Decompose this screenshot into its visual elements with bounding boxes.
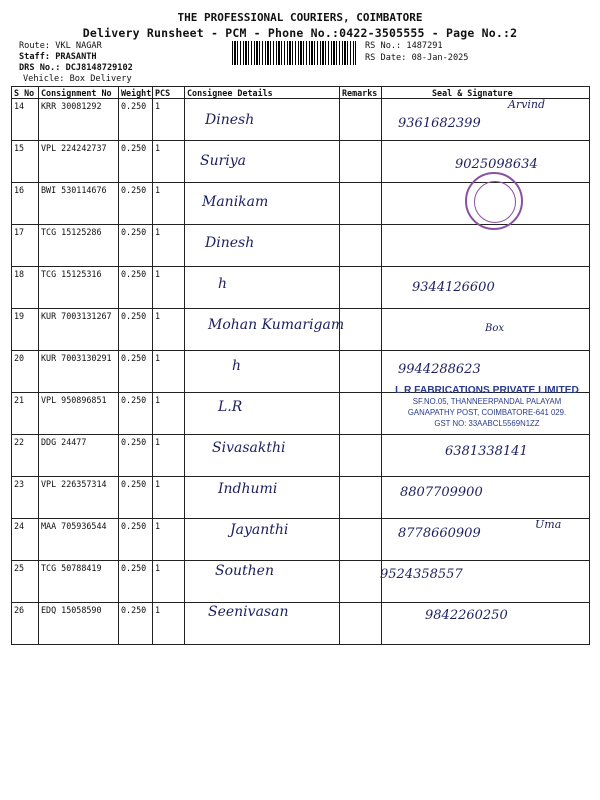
weight-cell: 0.250 [119, 267, 153, 309]
consignment-cell: VPL 226357314 [39, 477, 119, 519]
remarks-cell [340, 99, 382, 141]
handwritten-consignee: Sivasakthi [212, 440, 286, 456]
stamp-line: SF.NO.05, THANNEERPANDAL PALAYAM [412, 397, 562, 406]
consignee-cell [185, 267, 340, 309]
stamp-line: L R FABRICATIONS PRIVATE LIMITED [395, 385, 579, 396]
rs-number: RS No.: 1487291 [365, 41, 443, 51]
table-row [12, 477, 590, 519]
remarks-cell [340, 561, 382, 603]
serial-cell: 19 [12, 309, 39, 351]
remarks-cell [340, 309, 382, 351]
handwritten-signature: 8778660909 [398, 526, 481, 541]
handwritten-consignee: Indhumi [218, 481, 278, 497]
consignment-cell: BWI 530114676 [39, 183, 119, 225]
serial-cell: 22 [12, 435, 39, 477]
col-header: Seal & Signature [382, 87, 590, 99]
remarks-cell [340, 435, 382, 477]
signature-note: Uma [535, 518, 562, 531]
consignment-cell: KUR 7003131267 [39, 309, 119, 351]
table-row [12, 561, 590, 603]
pcs-cell: 1 [153, 99, 185, 141]
col-header: PCS [153, 87, 185, 99]
handwritten-signature: 9842260250 [425, 608, 508, 623]
table-row [12, 267, 590, 309]
table-row [12, 225, 590, 267]
stamp-line: GST NO: 33AABCL5569N1ZZ [434, 419, 540, 428]
serial-cell: 18 [12, 267, 39, 309]
consignment-cell: KUR 7003130291 [39, 351, 119, 393]
handwritten-signature: 6381338141 [445, 444, 528, 459]
weight-cell: 0.250 [119, 183, 153, 225]
pcs-cell: 1 [153, 267, 185, 309]
handwritten-consignee: Mohan Kumarigam [208, 317, 345, 333]
remarks-cell [340, 183, 382, 225]
consignment-cell: VPL 950896851 [39, 393, 119, 435]
serial-cell: 17 [12, 225, 39, 267]
handwritten-consignee: Seenivasan [208, 604, 289, 620]
signature-cell [382, 225, 590, 267]
remarks-cell [340, 351, 382, 393]
handwritten-consignee: Manikam [202, 194, 269, 210]
pcs-cell: 1 [153, 477, 185, 519]
col-header: S No [12, 87, 39, 99]
serial-cell: 25 [12, 561, 39, 603]
consignment-cell: TCG 15125286 [39, 225, 119, 267]
remarks-cell [340, 519, 382, 561]
serial-cell: 23 [12, 477, 39, 519]
weight-cell: 0.250 [119, 225, 153, 267]
serial-cell: 24 [12, 519, 39, 561]
pcs-cell: 1 [153, 603, 185, 645]
weight-cell: 0.250 [119, 519, 153, 561]
pcs-cell: 1 [153, 435, 185, 477]
rs-date: RS Date: 08-Jan-2025 [365, 53, 469, 63]
table-row [12, 519, 590, 561]
handwritten-consignee: Jayanthi [230, 522, 289, 538]
remarks-cell [340, 393, 382, 435]
staff-label: Staff: PRASANTH [19, 52, 97, 62]
runsheet-subtitle: Delivery Runsheet - PCM - Phone No.:0422-3505555 - Page No.:2 [82, 26, 518, 40]
handwritten-signature: 9025098634 [455, 157, 538, 172]
remarks-cell [340, 603, 382, 645]
serial-cell: 16 [12, 183, 39, 225]
weight-cell: 0.250 [119, 309, 153, 351]
pcs-cell: 1 [153, 393, 185, 435]
pcs-cell: 1 [153, 351, 185, 393]
barcode [232, 41, 356, 65]
drs-number: DRS No.: DCJ8148729102 [19, 63, 133, 73]
pcs-cell: 1 [153, 561, 185, 603]
weight-cell: 0.250 [119, 99, 153, 141]
pcs-cell: 1 [153, 519, 185, 561]
handwritten-signature: 9524358557 [380, 567, 463, 582]
consignment-cell: MAA 705936544 [39, 519, 119, 561]
serial-cell: 26 [12, 603, 39, 645]
consignment-cell: DDG 24477 [39, 435, 119, 477]
consignee-cell [185, 393, 340, 435]
col-header: Consignee Details [185, 87, 340, 99]
handwritten-consignee: Dinesh [205, 235, 255, 251]
consignment-cell: TCG 15125316 [39, 267, 119, 309]
serial-cell: 14 [12, 99, 39, 141]
consignment-cell: TCG 50788419 [39, 561, 119, 603]
remarks-cell [340, 477, 382, 519]
col-header: Consignment No [39, 87, 119, 99]
handwritten-consignee: L.R [218, 399, 243, 415]
col-header: Weight [119, 87, 153, 99]
pcs-cell: 1 [153, 141, 185, 183]
col-header: Remarks [340, 87, 382, 99]
table-row [12, 99, 590, 141]
consignment-cell: EDQ 15058590 [39, 603, 119, 645]
company-seal-stamp [394, 385, 580, 429]
remarks-cell [340, 225, 382, 267]
serial-cell: 21 [12, 393, 39, 435]
weight-cell: 0.250 [119, 603, 153, 645]
handwritten-consignee: h [218, 276, 228, 292]
handwritten-signature: 8807709900 [400, 485, 483, 500]
remarks-cell [340, 141, 382, 183]
round-seal-stamp [465, 172, 523, 230]
company-title: THE PROFESSIONAL COURIERS, COIMBATORE [177, 11, 423, 24]
route-label: Route: VKL NAGAR [19, 41, 102, 51]
serial-cell: 20 [12, 351, 39, 393]
weight-cell: 0.250 [119, 393, 153, 435]
pcs-cell: 1 [153, 183, 185, 225]
handwritten-signature: 9344126600 [412, 280, 495, 295]
consignee-cell [185, 351, 340, 393]
pcs-cell: 1 [153, 309, 185, 351]
weight-cell: 0.250 [119, 435, 153, 477]
signature-note: Box [485, 323, 505, 334]
handwritten-signature: 9361682399 [398, 116, 481, 131]
handwritten-signature: 9944288623 [398, 362, 481, 377]
consignment-cell: VPL 224242737 [39, 141, 119, 183]
handwritten-consignee: Dinesh [205, 112, 255, 128]
table-header-row [12, 87, 590, 99]
remarks-cell [340, 267, 382, 309]
handwritten-consignee: Southen [215, 563, 274, 579]
weight-cell: 0.250 [119, 477, 153, 519]
stamp-line: GANAPATHY POST, COIMBATORE-641 029. [407, 408, 567, 417]
weight-cell: 0.250 [119, 561, 153, 603]
vehicle-label: Vehicle: Box Delivery [23, 74, 132, 84]
pcs-cell: 1 [153, 225, 185, 267]
consignment-cell: KRR 30081292 [39, 99, 119, 141]
serial-cell: 15 [12, 141, 39, 183]
signature-note: Arvind [508, 98, 546, 111]
weight-cell: 0.250 [119, 141, 153, 183]
handwritten-consignee: Suriya [200, 153, 247, 169]
handwritten-consignee: h [232, 358, 242, 374]
weight-cell: 0.250 [119, 351, 153, 393]
